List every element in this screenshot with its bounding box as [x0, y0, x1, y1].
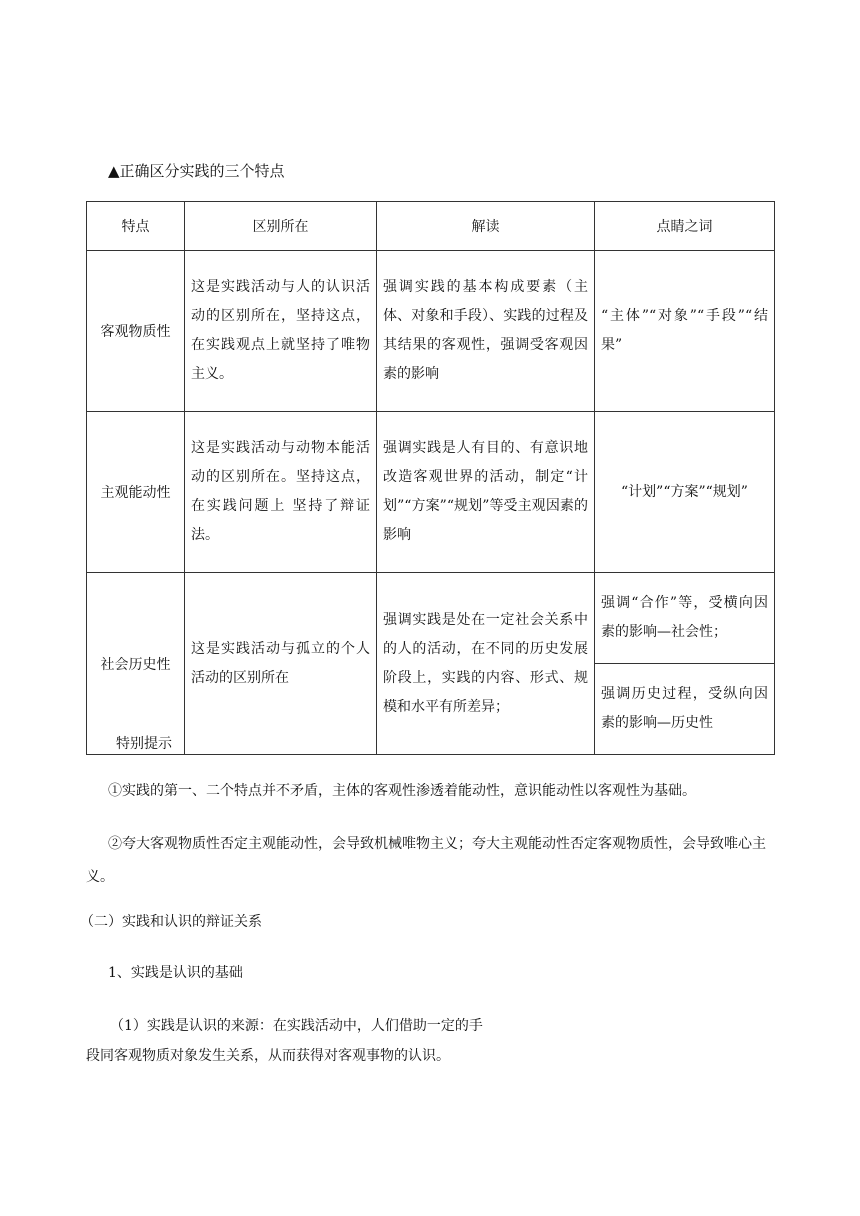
difference-cell: 这是实践活动与动物本能活动的区别所在。坚持这点，在实践问题上 坚持了辩证法。	[185, 412, 377, 573]
interpretation-cell: 强调实践是人有目的、有意识地改造客观世界的活动，制定“计划”“方案”“规划”等受主观因素的影响	[377, 412, 595, 573]
table-row	[87, 251, 775, 412]
table-row	[87, 412, 775, 573]
header-keywords: 点睛之词	[595, 202, 775, 251]
keywords-cell-social: 强调“合作”等，受横向因素的影响—社会性；	[595, 573, 775, 664]
difference-cell: 这是实践活动与孤立的个人活动的区别所在	[185, 573, 377, 755]
paragraph-line-2: 段同客观物质对象发生关系，从而获得对客观事物的认识。	[86, 1048, 450, 1064]
feature-cell: 社会历史性	[87, 573, 185, 755]
interpretation-cell: 强调实践的基本构成要素（主体、对象和手段）、实践的过程及其结果的客观性，强调受客观因素的影响	[377, 251, 595, 412]
tip-2: ②夸大客观物质性否定主观能动性，会导致机械唯物主义；夸大主观能动性否定客观物质性，会导致唯心主义。	[86, 836, 766, 885]
subsection-heading: （二）实践和认识的辩证关系	[80, 914, 262, 930]
table-row	[87, 573, 775, 664]
feature-cell: 客观物质性	[87, 251, 185, 412]
header-interpretation: 解读	[377, 202, 595, 251]
tip-1: ①实践的第一、二个特点并不矛盾，主体的客观性渗透着能动性，意识能动性以客观性为基础。	[108, 783, 696, 799]
header-difference: 区别所在	[185, 202, 377, 251]
paragraph-line-1: （1）实践是认识的来源：在实践活动中，人们借助一定的手	[110, 1018, 483, 1034]
interpretation-cell: 强调实践是处在一定社会关系中的人的活动，在不同的历史发展阶段上，实践的内容、形式、规模和水平有所差异；	[377, 573, 595, 755]
point-heading: 1、实践是认识的基础	[108, 965, 243, 981]
feature-cell: 主观能动性	[87, 412, 185, 573]
keywords-cell: “主体”“对象”“手段”“结果”	[595, 251, 775, 412]
keywords-cell: “计划”“方案”“规划”	[595, 412, 775, 573]
section-title: ▲正确区分实践的三个特点	[108, 162, 285, 180]
difference-cell: 这是实践活动与人的认识活动的区别所在，坚持这点，在实践观点上就坚持了唯物主义。	[185, 251, 377, 412]
special-tip-label: 特别提示	[116, 736, 172, 752]
features-table	[86, 201, 775, 755]
table-header-row	[87, 202, 775, 251]
keywords-cell-historical: 强调历史过程，受纵向因素的影响—历史性	[595, 664, 775, 755]
header-feature: 特点	[87, 202, 185, 251]
